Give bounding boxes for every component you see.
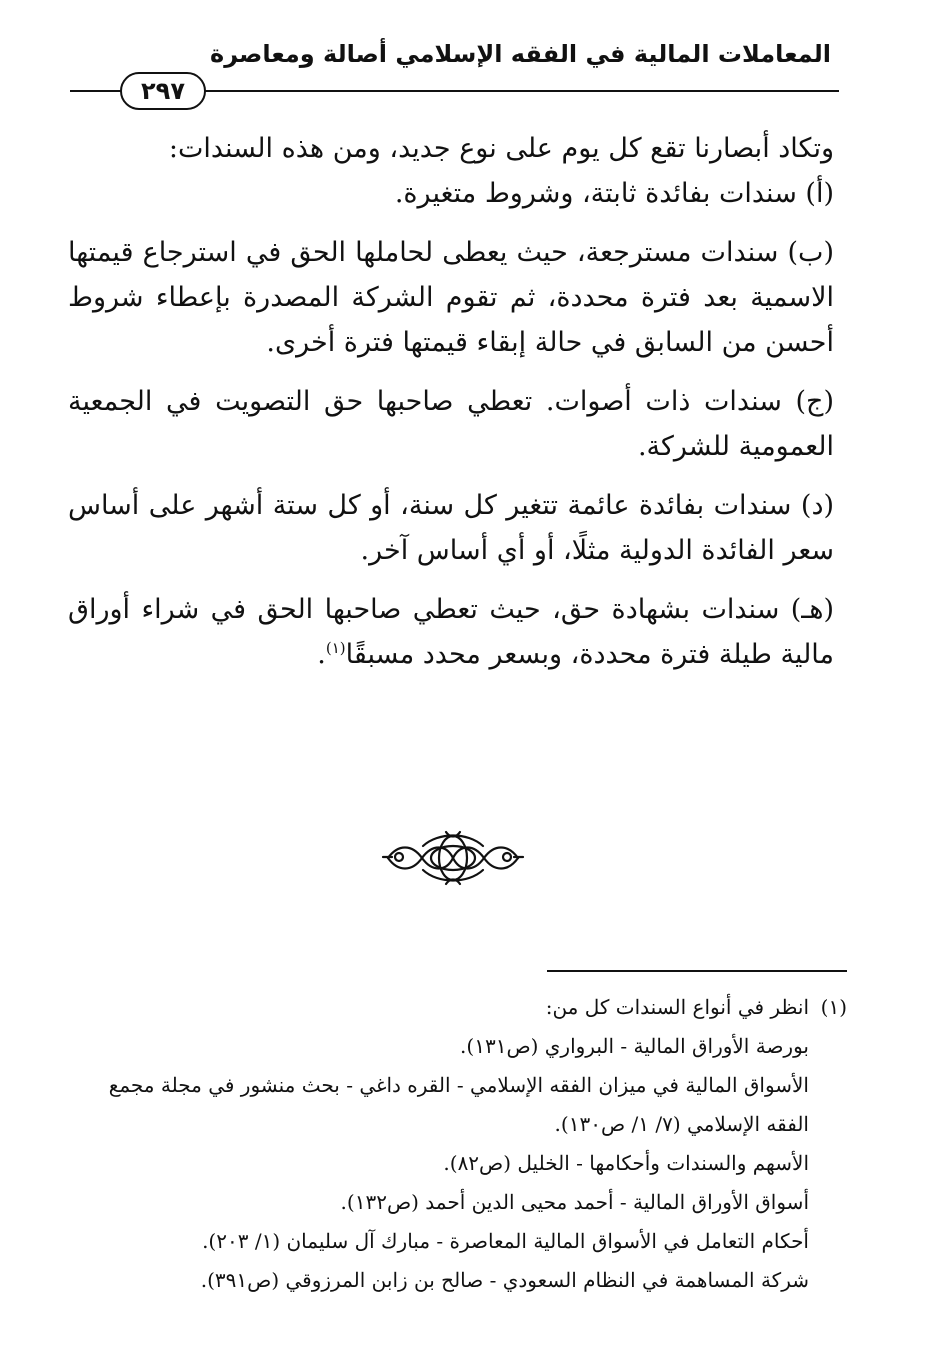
item-text: سندات ذات أصوات. تعطي صاحبها حق التصويت في الجمعية العمومية للشركة. (68, 386, 834, 462)
bond-type-item-c (68, 379, 834, 469)
footnote-divider (547, 970, 847, 972)
footnotes-section (75, 970, 847, 1300)
reference-item: بورصة الأوراق المالية - البرواري (ص١٣١). (460, 1034, 809, 1058)
reference-item: أحكام التعامل في الأسواق المالية المعاصرة - مبارك آل سليمان (١/ ٢٠٣). (202, 1229, 809, 1253)
reference-item: أسواق الأوراق المالية - أحمد محيى الدين أحمد (ص١٣٢). (340, 1190, 809, 1214)
reference-item: الأسواق المالية في ميزان الفقه الإسلامي - القره داغي - بحث منشور في مجلة مجمع الفقه الإسلامي (٧/ ١/ ص١٣٠). (108, 1073, 809, 1136)
intro-paragraph: وتكاد أبصارنا تقع كل يوم على نوع جديد، ومن هذه السندات: (168, 133, 834, 164)
page-header (70, 38, 839, 113)
item-ending-punctuation: . (317, 639, 326, 670)
item-text: سندات بفائدة ثابتة، وشروط متغيرة. (394, 178, 797, 209)
reference-list (75, 1027, 847, 1300)
main-content (68, 126, 834, 691)
page-title: المعاملات المالية في الفقه الإسلامي أصالة ومعاصرة (210, 40, 831, 68)
page-number-badge: ٢٩٧ (120, 72, 206, 110)
bond-type-item-e (68, 587, 834, 677)
footnote-number: (١) (820, 995, 847, 1019)
bond-type-item-a (68, 171, 834, 216)
item-label: (هـ) (790, 594, 834, 625)
bond-type-item-d (68, 483, 834, 573)
bond-type-item-b (68, 230, 834, 365)
footnote-body (75, 988, 847, 1300)
item-label: (ب) (787, 237, 834, 268)
decorative-knot-ornament-icon (380, 826, 526, 890)
item-text: سندات بشهادة حق، حيث تعطي صاحبها الحق في شراء أوراق مالية طيلة فترة محددة، وبسعر محدد مسبقًا (68, 594, 834, 670)
item-text: سندات بفائدة عائمة تتغير كل سنة، أو كل ستة أشهر على أساس سعر الفائدة الدولية مثلًا، أو أي أساس آخر. (68, 490, 834, 566)
item-label: (أ) (805, 178, 834, 209)
footnote-reference[interactable]: (١) (325, 639, 346, 657)
footnote-intro-text: انظر في أنواع السندات كل من: (545, 995, 809, 1019)
item-label: (ج) (795, 386, 834, 417)
reference-item: شركة المساهمة في النظام السعودي - صالح بن زابن المرزوقي (ص٣٩١). (200, 1268, 809, 1292)
footnote-intro (75, 988, 847, 1027)
item-text: سندات مسترجعة، حيث يعطى لحاملها الحق في استرجاع قيمتها الاسمية بعد فترة محددة، ثم تقوم الشركة المصدرة بإعطاء شروط أحسن من السابق في حالة إبقاء قيمتها فترة أخرى. (68, 237, 834, 358)
reference-item: الأسهم والسندات وأحكامها - الخليل (ص٨٢). (443, 1151, 809, 1175)
item-label: (د) (800, 490, 834, 521)
